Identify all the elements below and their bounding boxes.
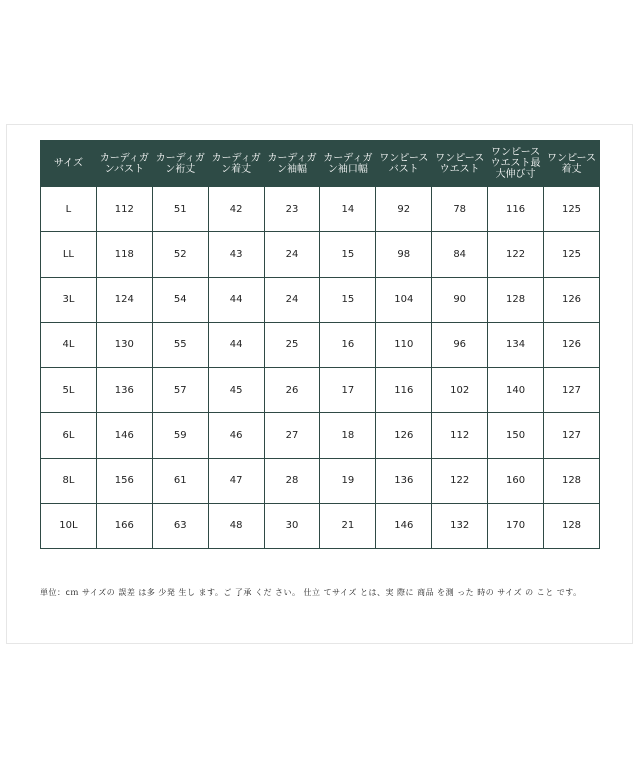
table-cell: 96 <box>432 322 488 367</box>
table-cell: 146 <box>96 413 152 458</box>
table-cell: 54 <box>152 277 208 322</box>
table-cell: 104 <box>376 277 432 322</box>
header-row <box>41 141 600 187</box>
table-cell: 4L <box>41 322 97 367</box>
table-cell: 92 <box>376 187 432 232</box>
table-cell: 78 <box>432 187 488 232</box>
table-cell: 28 <box>264 458 320 503</box>
table-cell: 46 <box>208 413 264 458</box>
table-cell: 27 <box>264 413 320 458</box>
table-cell: 19 <box>320 458 376 503</box>
table-cell: 127 <box>544 413 600 458</box>
table-row <box>41 187 600 232</box>
table-row <box>41 458 600 503</box>
table-cell: 30 <box>264 503 320 548</box>
table-cell: 52 <box>152 232 208 277</box>
header-cardigan-sleeve-width: カーディガン袖幅 <box>264 141 320 187</box>
table-cell: 134 <box>488 322 544 367</box>
table-cell: 51 <box>152 187 208 232</box>
table-cell: 166 <box>96 503 152 548</box>
table-cell: 116 <box>488 187 544 232</box>
table-cell: 26 <box>264 368 320 413</box>
table-cell: 118 <box>96 232 152 277</box>
table-cell: 122 <box>488 232 544 277</box>
table-cell: 16 <box>320 322 376 367</box>
table-cell: 110 <box>376 322 432 367</box>
table-cell: 90 <box>432 277 488 322</box>
size-note: 単位：cｍ サイズの 誤差 は多 少発 生し ます。ご 了承 くだ さい。 仕立 てサイズ とは、実 際に 商品 を測 った 時の サイズ の こと です。 <box>40 588 582 597</box>
table-cell: 125 <box>544 187 600 232</box>
table-cell: 125 <box>544 232 600 277</box>
table-cell: 17 <box>320 368 376 413</box>
table-cell: 98 <box>376 232 432 277</box>
table-cell: 25 <box>264 322 320 367</box>
table-cell: 130 <box>96 322 152 367</box>
table-cell: 170 <box>488 503 544 548</box>
table-cell: 126 <box>544 322 600 367</box>
header-cardigan-sleeve-length: カーディガン裄丈 <box>152 141 208 187</box>
header-dress-length: ワンピース着丈 <box>544 141 600 187</box>
table-cell: 136 <box>376 458 432 503</box>
table-cell: 126 <box>376 413 432 458</box>
table-cell: L <box>41 187 97 232</box>
table-cell: 124 <box>96 277 152 322</box>
header-dress-waist: ワンピースウエスト <box>432 141 488 187</box>
table-cell: 14 <box>320 187 376 232</box>
table-cell: 84 <box>432 232 488 277</box>
table-body <box>41 187 600 549</box>
header-cardigan-bust: カーディガンバスト <box>96 141 152 187</box>
table-cell: 160 <box>488 458 544 503</box>
header-cardigan-cuff-width: カーディガン袖口幅 <box>320 141 376 187</box>
header-size: サイズ <box>41 141 97 187</box>
header-dress-waist-max-stretch: ワンピースウエスト最大伸び寸 <box>488 141 544 187</box>
table-cell: 15 <box>320 232 376 277</box>
table-cell: 18 <box>320 413 376 458</box>
table-cell: 21 <box>320 503 376 548</box>
table-cell: 136 <box>96 368 152 413</box>
table-cell: 126 <box>544 277 600 322</box>
table-cell: 128 <box>544 458 600 503</box>
table-cell: 6L <box>41 413 97 458</box>
table-cell: 24 <box>264 232 320 277</box>
table-cell: 42 <box>208 187 264 232</box>
table-cell: 47 <box>208 458 264 503</box>
table-row <box>41 322 600 367</box>
table-cell: 55 <box>152 322 208 367</box>
table-cell: 122 <box>432 458 488 503</box>
table-cell: 43 <box>208 232 264 277</box>
table-cell: 146 <box>376 503 432 548</box>
table-cell: 48 <box>208 503 264 548</box>
header-cardigan-length: カーディガン着丈 <box>208 141 264 187</box>
table-cell: 44 <box>208 277 264 322</box>
table-cell: 5L <box>41 368 97 413</box>
table-row <box>41 413 600 458</box>
table-cell: 57 <box>152 368 208 413</box>
table-cell: 59 <box>152 413 208 458</box>
table-cell: 8L <box>41 458 97 503</box>
table-cell: 45 <box>208 368 264 413</box>
header-dress-bust: ワンピースバスト <box>376 141 432 187</box>
table-row <box>41 503 600 548</box>
table-cell: 116 <box>376 368 432 413</box>
table-cell: 15 <box>320 277 376 322</box>
table-cell: 127 <box>544 368 600 413</box>
table-cell: 63 <box>152 503 208 548</box>
table-cell: 112 <box>96 187 152 232</box>
table-cell: 102 <box>432 368 488 413</box>
table-cell: 156 <box>96 458 152 503</box>
table-cell: 128 <box>544 503 600 548</box>
table-cell: 140 <box>488 368 544 413</box>
table-cell: 150 <box>488 413 544 458</box>
table-cell: 10L <box>41 503 97 548</box>
table-cell: 132 <box>432 503 488 548</box>
table-cell: LL <box>41 232 97 277</box>
table-row <box>41 368 600 413</box>
table-cell: 44 <box>208 322 264 367</box>
table-row <box>41 232 600 277</box>
table-cell: 24 <box>264 277 320 322</box>
table-row <box>41 277 600 322</box>
size-chart-table <box>40 140 600 549</box>
table-cell: 23 <box>264 187 320 232</box>
table-cell: 3L <box>41 277 97 322</box>
table-cell: 61 <box>152 458 208 503</box>
table-cell: 128 <box>488 277 544 322</box>
table-cell: 112 <box>432 413 488 458</box>
